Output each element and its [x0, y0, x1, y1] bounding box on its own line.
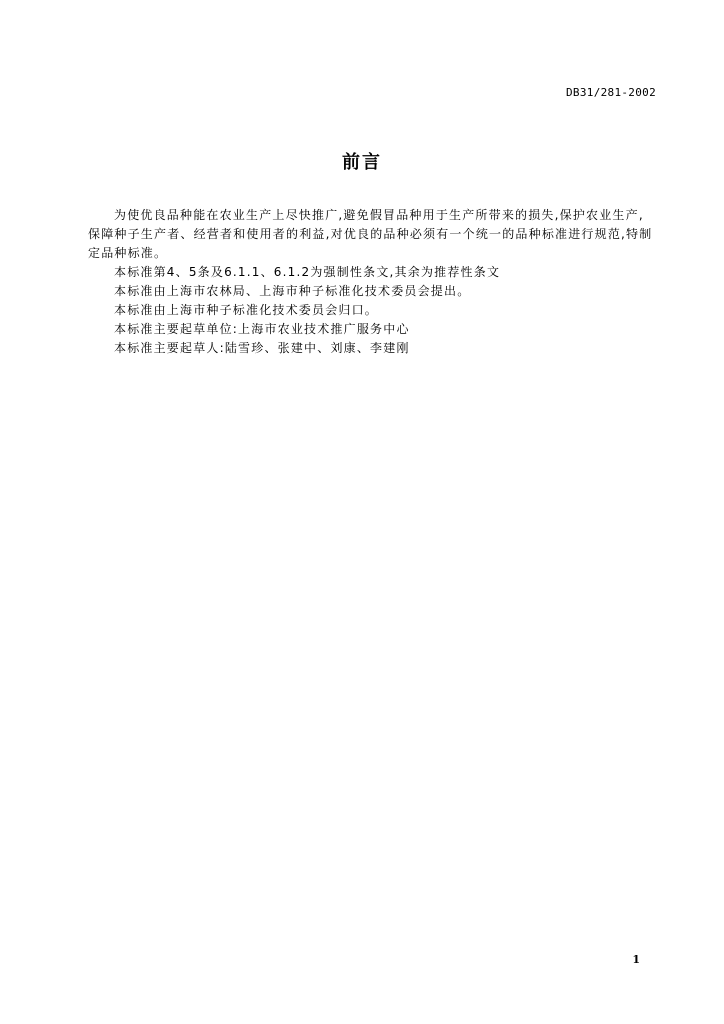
page-title: 前言: [342, 152, 382, 173]
paragraph-centralized-by: 本标准由上海市种子标准化技术委员会归口。: [114, 303, 379, 317]
paragraph-drafting-unit: 本标准主要起草单位:上海市农业技术推广服务中心: [114, 322, 410, 336]
document-code: DB31/281-2002: [566, 86, 656, 99]
paragraph-drafters: 本标准主要起草人:陆雪珍、张建中、刘康、李建刚: [114, 341, 410, 355]
foreword-body: [88, 206, 656, 358]
paragraph-mandatory-clauses: 本标准第4、5条及6.1.1、6.1.2为强制性条文,其余为推荐性条文: [114, 265, 501, 279]
paragraph-purpose: 为使优良品种能在农业生产上尽快推广,避免假冒品种用于生产所带来的损失,保护农业生产,保障种子生产者、经营者和使用者的利益,对优良的品种必须有一个统一的品种标准进行规范,特制定品种标准。: [88, 208, 653, 260]
page-number: 1: [632, 953, 640, 966]
paragraph-proposed-by: 本标准由上海市农林局、上海市种子标准化技术委员会提出。: [114, 284, 471, 298]
